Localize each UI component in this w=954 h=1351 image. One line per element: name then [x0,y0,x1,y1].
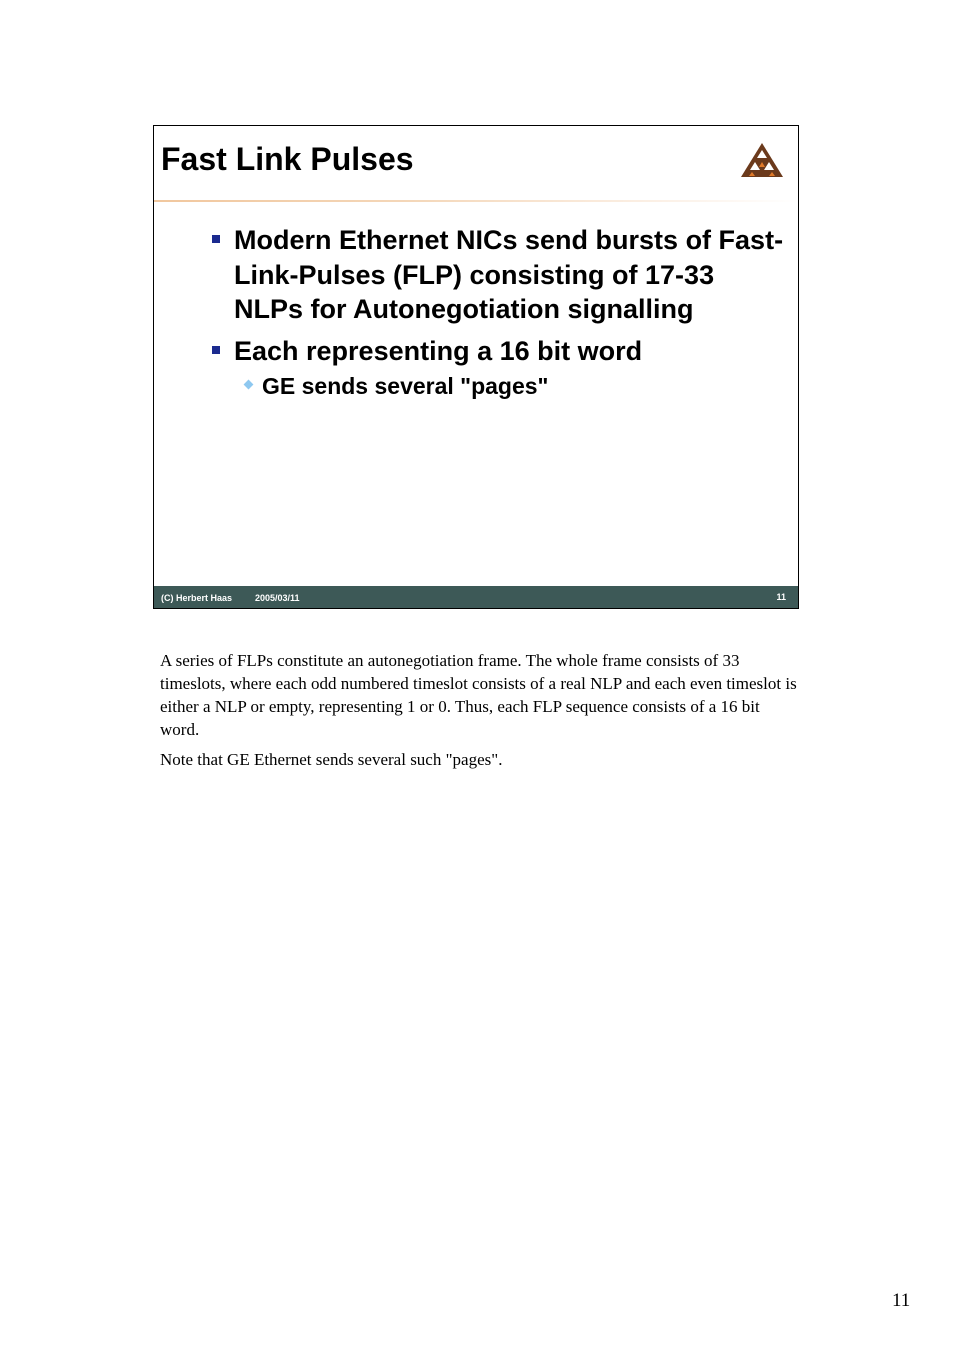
slide-footer [154,586,798,609]
bullet-item [210,223,790,327]
triangle-logo-icon [740,142,784,178]
square-bullet-icon [212,346,220,354]
diamond-bullet-icon [244,380,254,390]
bullet-item [210,334,790,369]
sub-bullet-text: GE sends several "pages" [262,373,549,399]
square-bullet-icon [212,235,220,243]
bullet-text: Modern Ethernet NICs send bursts of Fast-Link-Pulses (FLP) consisting of 17-33 NLPs for Autonegotiation signalling [234,225,784,324]
footer-author: (C) Herbert Haas [161,593,233,603]
bullet-list [210,223,790,400]
notes-paragraph: A series of FLPs constitute an autonegotiation frame. The whole frame consists of 33 timeslots, where each odd numbered timeslot consists of a real NLP and each even timeslot is either a NLP or empty, representing 1 or 0. Thus, each FLP sequence consists of a 16 bit word. [160,651,797,739]
sub-bullet-item [238,372,790,400]
page-number: 11 [892,1290,911,1311]
footer-date: 2005/03/11 [255,593,300,603]
speaker-notes [160,649,800,778]
slide [153,125,799,609]
title-divider [154,200,798,202]
notes-paragraph: Note that GE Ethernet sends several such "pages". [160,750,503,769]
bullet-text: Each representing a 16 bit word [234,335,643,366]
slide-title: Fast Link Pulses [161,141,414,177]
footer-slide-number: 11 [776,592,786,602]
